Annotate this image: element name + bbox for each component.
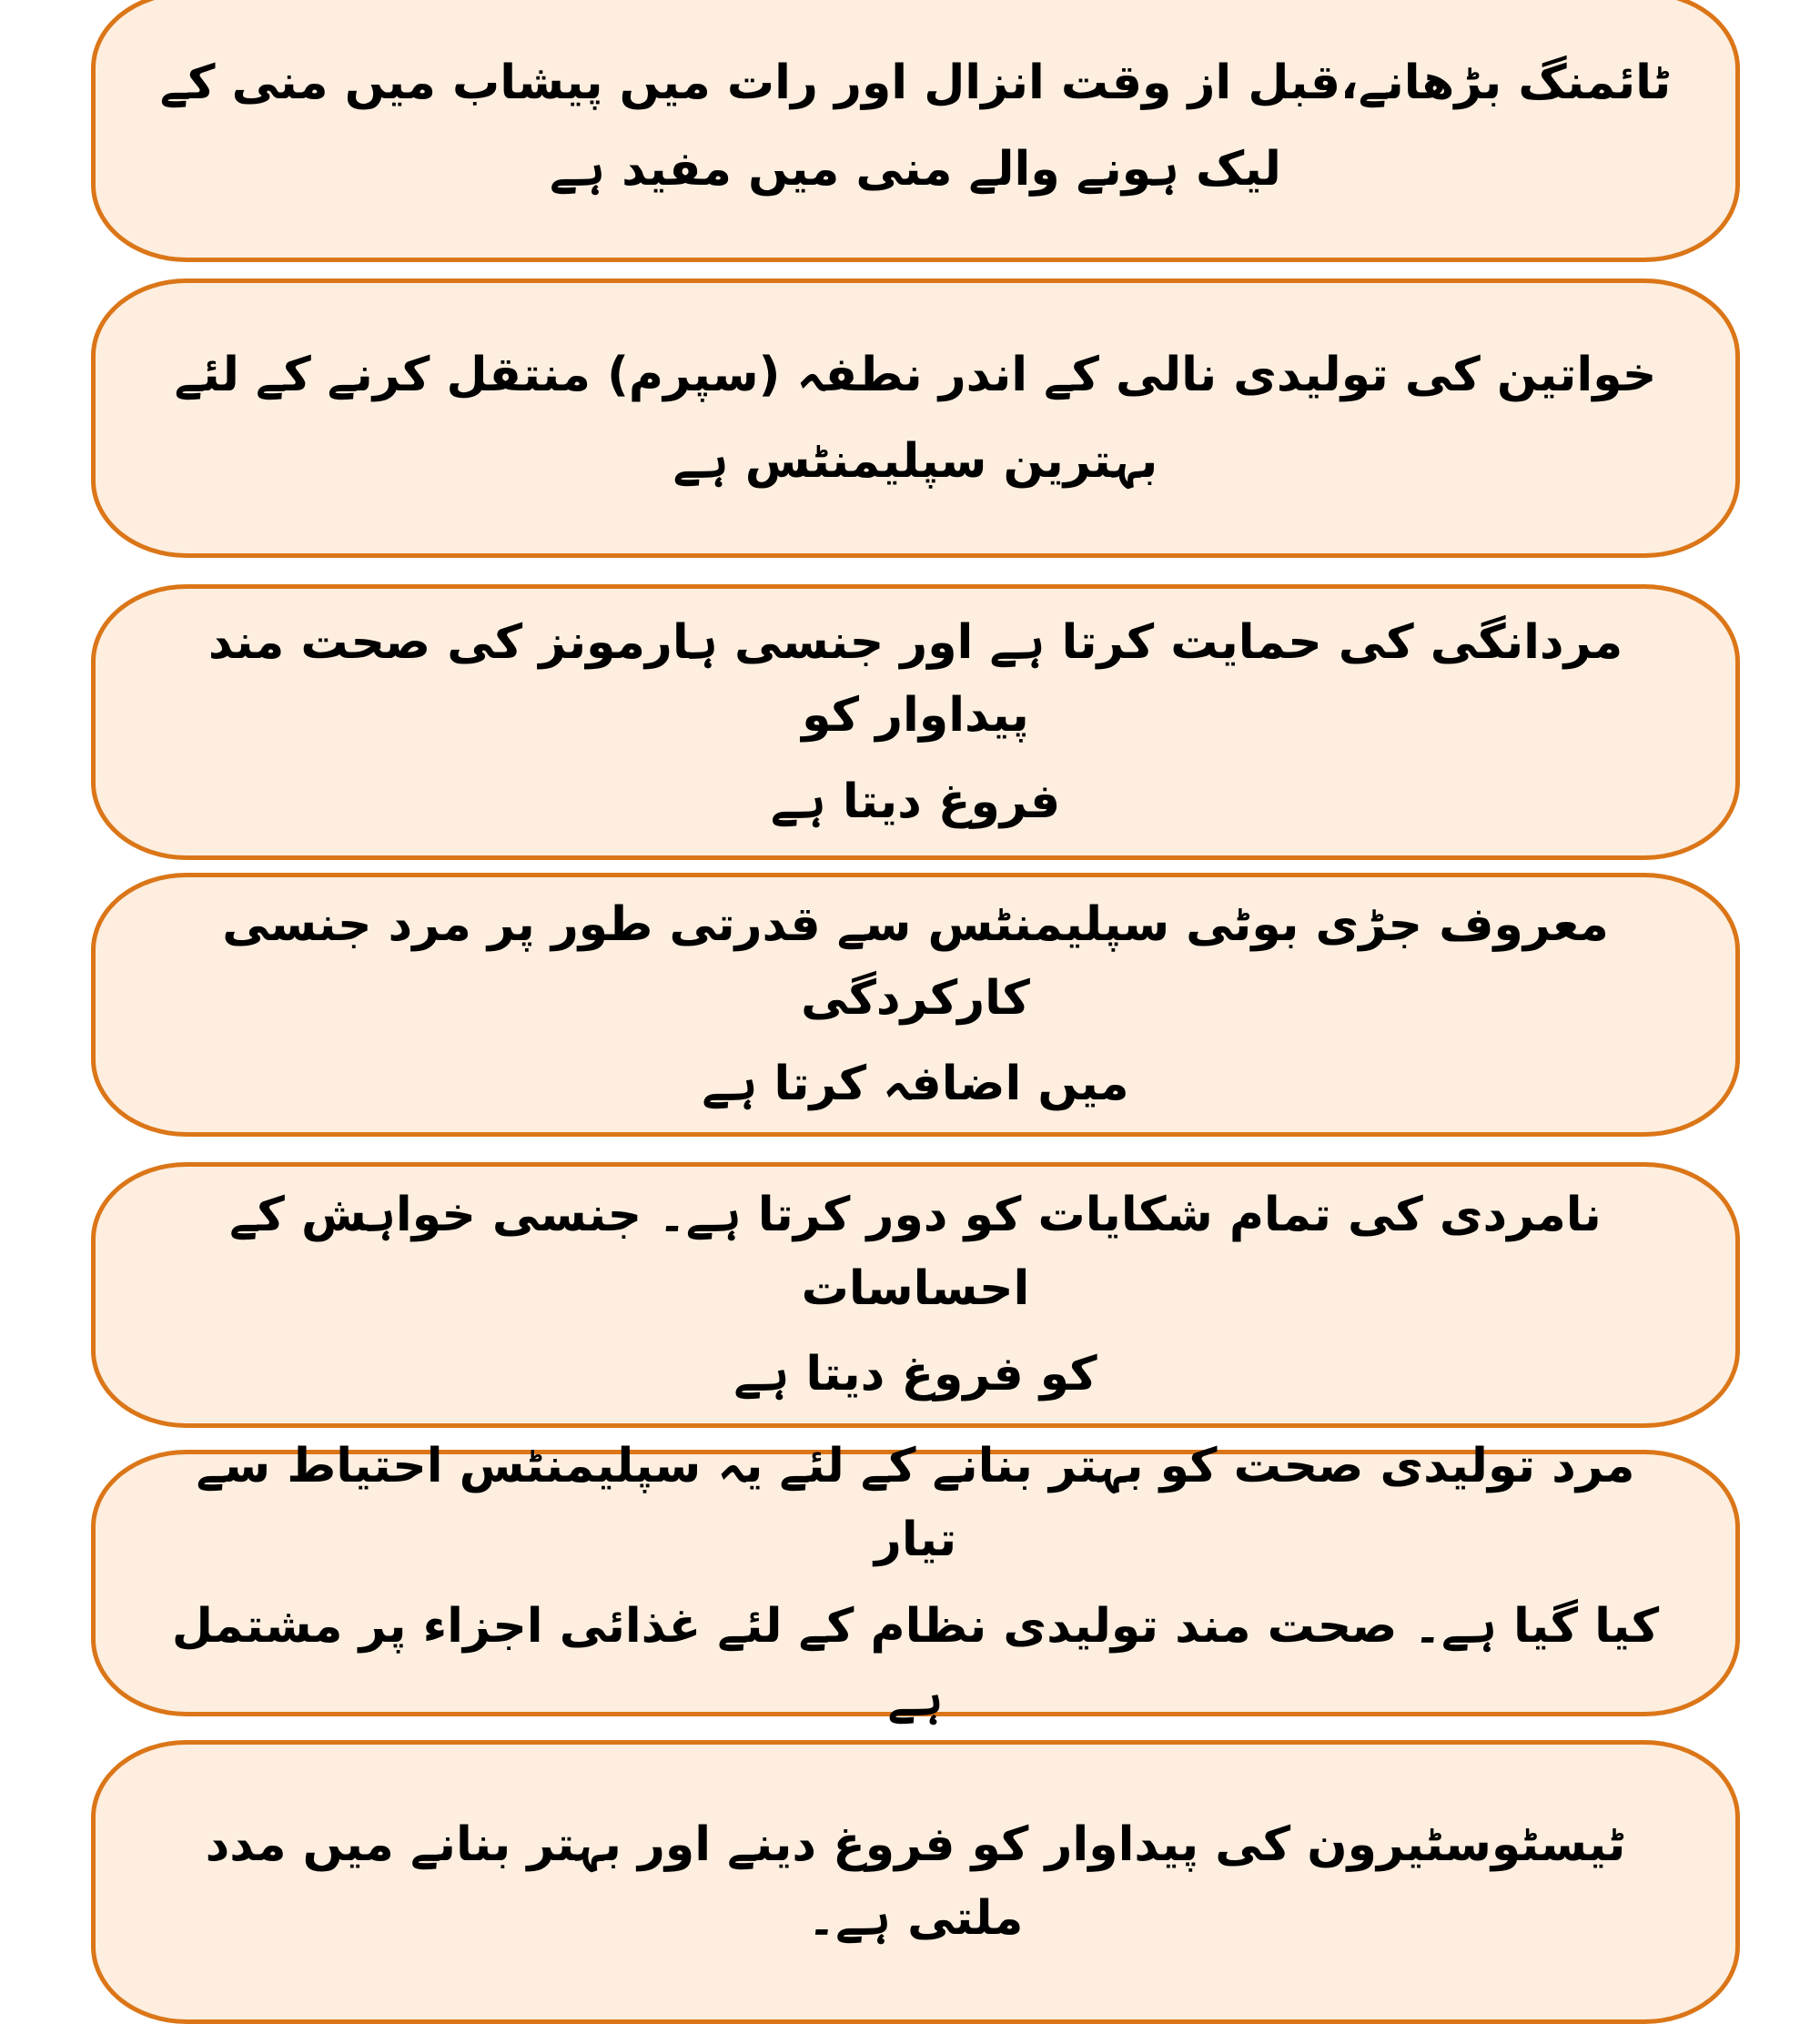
card-text-line: فروغ دیتا ہے bbox=[770, 774, 1061, 829]
benefit-card bbox=[91, 0, 1740, 262]
card-text-line: بہترین سپلیمنٹس ہے bbox=[672, 433, 1158, 489]
card-text-line: ٹیسٹوسٹیرون کی پیداوار کو فروغ دینے اور بہتر بنانے میں مدد ملتی ہے۔ bbox=[205, 1817, 1626, 1946]
benefit-card bbox=[91, 1439, 1740, 1727]
card-text-line: مرد تولیدی صحت کو بہتر بنانے کے لئے یہ سپلیمنٹس احتیاط سے تیار bbox=[196, 1439, 1635, 1567]
benefit-card bbox=[91, 1162, 1740, 1428]
benefit-card bbox=[91, 873, 1740, 1137]
card-text-line: نامردی کی تمام شکایات کو دور کرتا ہے۔ جنسی خواہش کے احساسات bbox=[229, 1188, 1602, 1316]
card-text-line: میں اضافہ کرتا ہے bbox=[702, 1057, 1129, 1112]
benefit-card bbox=[91, 584, 1740, 860]
benefit-card bbox=[91, 1740, 1740, 2024]
card-text-line: ٹائمنگ بڑھانے،قبل از وقت انزال اور رات میں پیشاب میں منی کے bbox=[159, 56, 1672, 111]
card-text-line: لیک ہونے والے منی میں مفید ہے bbox=[550, 142, 1281, 197]
card-text-line: معروف جڑی بوٹی سپلیمنٹس سے قدرتی طور پر مرد جنسی کارکردگی bbox=[222, 897, 1609, 1026]
card-text-line: مردانگی کی حمایت کرتا ہے اور جنسی ہارمونز کی صحت مند پیداوار کو bbox=[207, 614, 1623, 744]
card-text-line: کیا گیا ہے۔ صحت مند تولیدی نظام کے لئے غذائی اجزاء پر مشتمل ہے bbox=[171, 1598, 1660, 1727]
card-text-line: خواتین کی تولیدی نالی کے اندر نطفہ (سپرم) منتقل کرنے کے لئے bbox=[174, 347, 1657, 402]
card-text-line: کو فروغ دیتا ہے bbox=[733, 1347, 1097, 1402]
benefit-card bbox=[91, 278, 1740, 558]
